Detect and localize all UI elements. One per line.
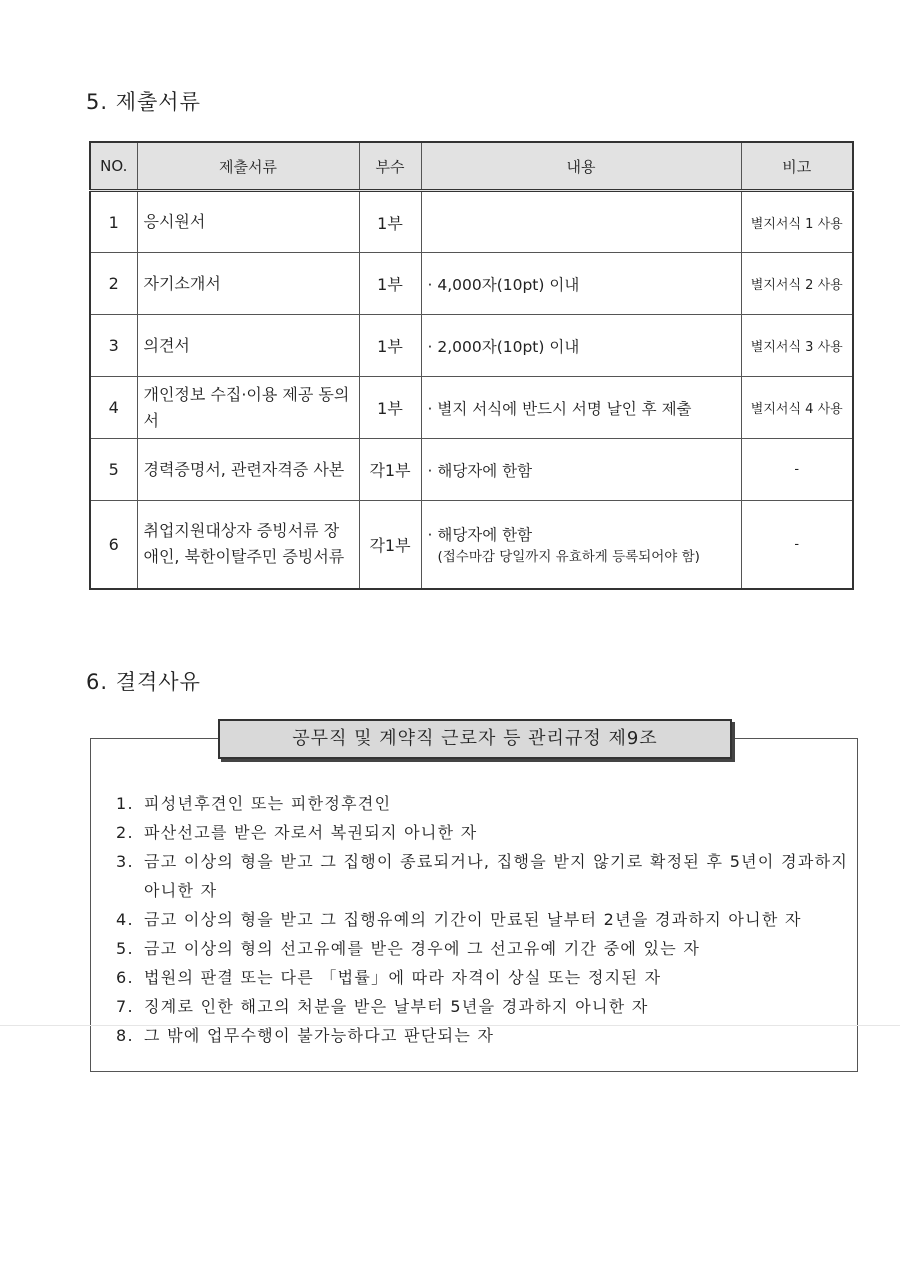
row-no: 5 bbox=[90, 439, 137, 501]
table-row bbox=[90, 377, 853, 439]
row-content: · 4,000자(10pt) 이내 bbox=[421, 253, 741, 315]
row-no: 2 bbox=[90, 253, 137, 315]
item-text: 금고 이상의 형의 선고유예를 받은 경우에 그 선고유예 기간 중에 있는 자 bbox=[144, 939, 701, 958]
row-no: 1 bbox=[90, 191, 137, 253]
row-content: · 별지 서식에 반드시 서명 날인 후 제출 bbox=[421, 377, 741, 439]
table-row bbox=[90, 315, 853, 377]
header-copies: 부수 bbox=[359, 142, 421, 191]
row-copies: 1부 bbox=[359, 377, 421, 439]
row-document-name: 의견서 bbox=[137, 315, 359, 377]
list-item bbox=[116, 934, 856, 963]
item-text: 피성년후견인 또는 피한정후견인 bbox=[144, 794, 392, 813]
disqualification-list bbox=[116, 789, 856, 1050]
item-text: 징계로 인한 해고의 처분을 받은 날부터 5년을 경과하지 아니한 자 bbox=[144, 997, 649, 1016]
row-document-name: 경력증명서, 관련자격증 사본 bbox=[137, 439, 359, 501]
row-note: - bbox=[741, 501, 853, 589]
table-row bbox=[90, 191, 853, 253]
submission-documents-table bbox=[89, 141, 854, 590]
row-content: · 해당자에 한함 bbox=[421, 439, 741, 501]
list-item bbox=[116, 963, 856, 992]
row-copies: 1부 bbox=[359, 253, 421, 315]
item-number: 2. bbox=[116, 823, 134, 842]
header-note: 비고 bbox=[741, 142, 853, 191]
table-header-row bbox=[90, 142, 853, 191]
row-content-subnote: (접수마감 당일까지 유효하게 등록되어야 함) bbox=[437, 549, 700, 566]
list-item bbox=[116, 789, 856, 818]
row-note: - bbox=[741, 439, 853, 501]
row-content bbox=[421, 191, 741, 253]
row-copies: 각1부 bbox=[359, 439, 421, 501]
row-content bbox=[421, 501, 741, 589]
item-text: 금고 이상의 형을 받고 그 집행유예의 기간이 만료된 날부터 2년을 경과하지 아니한 자 bbox=[144, 910, 802, 929]
header-name: 제출서류 bbox=[137, 142, 359, 191]
item-number: 4. bbox=[116, 910, 134, 929]
section-6-title: 6. 결격사유 bbox=[86, 670, 201, 694]
item-text: 금고 이상의 형을 받고 그 집행이 종료되거나, 집행을 받지 않기로 확정된 후 5년이 경과하지 아니한 자 bbox=[144, 852, 849, 900]
item-number: 7. bbox=[116, 997, 134, 1016]
row-copies: 각1부 bbox=[359, 501, 421, 589]
row-document-name: 자기소개서 bbox=[137, 253, 359, 315]
row-copies: 1부 bbox=[359, 315, 421, 377]
item-number: 6. bbox=[116, 968, 134, 987]
table-row bbox=[90, 439, 853, 501]
item-number: 1. bbox=[116, 794, 134, 813]
list-item bbox=[116, 905, 856, 934]
list-item bbox=[116, 818, 856, 847]
row-note: 별지서식 4 사용 bbox=[741, 377, 853, 439]
row-document-name: 응시원서 bbox=[137, 191, 359, 253]
scan-artifact-line bbox=[0, 1025, 900, 1026]
item-text: 법원의 판결 또는 다른 「법률」에 따라 자격이 상실 또는 정지된 자 bbox=[144, 968, 662, 987]
table-row bbox=[90, 253, 853, 315]
regulation-title-label: 공무직 및 계약직 근로자 등 관리규정 제9조 bbox=[218, 719, 732, 759]
row-note: 별지서식 2 사용 bbox=[741, 253, 853, 315]
row-document-name: 개인정보 수집·이용 제공 동의서 bbox=[137, 377, 359, 439]
item-number: 5. bbox=[116, 939, 134, 958]
row-copies: 1부 bbox=[359, 191, 421, 253]
item-text: 그 밖에 업무수행이 불가능하다고 판단되는 자 bbox=[144, 1026, 495, 1045]
row-content: · 2,000자(10pt) 이내 bbox=[421, 315, 741, 377]
row-no: 3 bbox=[90, 315, 137, 377]
item-text: 파산선고를 받은 자로서 복권되지 아니한 자 bbox=[144, 823, 478, 842]
item-number: 8. bbox=[116, 1026, 134, 1045]
item-number: 3. bbox=[116, 852, 134, 871]
table-row bbox=[90, 501, 853, 589]
row-document-name: 취업지원대상자 증빙서류 장애인, 북한이탈주민 증빙서류 bbox=[137, 501, 359, 589]
header-content: 내용 bbox=[421, 142, 741, 191]
list-item bbox=[116, 992, 856, 1021]
row-no: 6 bbox=[90, 501, 137, 589]
row-content-main: · 해당자에 한함 bbox=[427, 526, 533, 545]
row-note: 별지서식 3 사용 bbox=[741, 315, 853, 377]
list-item bbox=[116, 847, 856, 905]
header-no: NO. bbox=[90, 142, 137, 191]
row-no: 4 bbox=[90, 377, 137, 439]
row-note: 별지서식 1 사용 bbox=[741, 191, 853, 253]
section-5-title: 5. 제출서류 bbox=[86, 90, 201, 114]
